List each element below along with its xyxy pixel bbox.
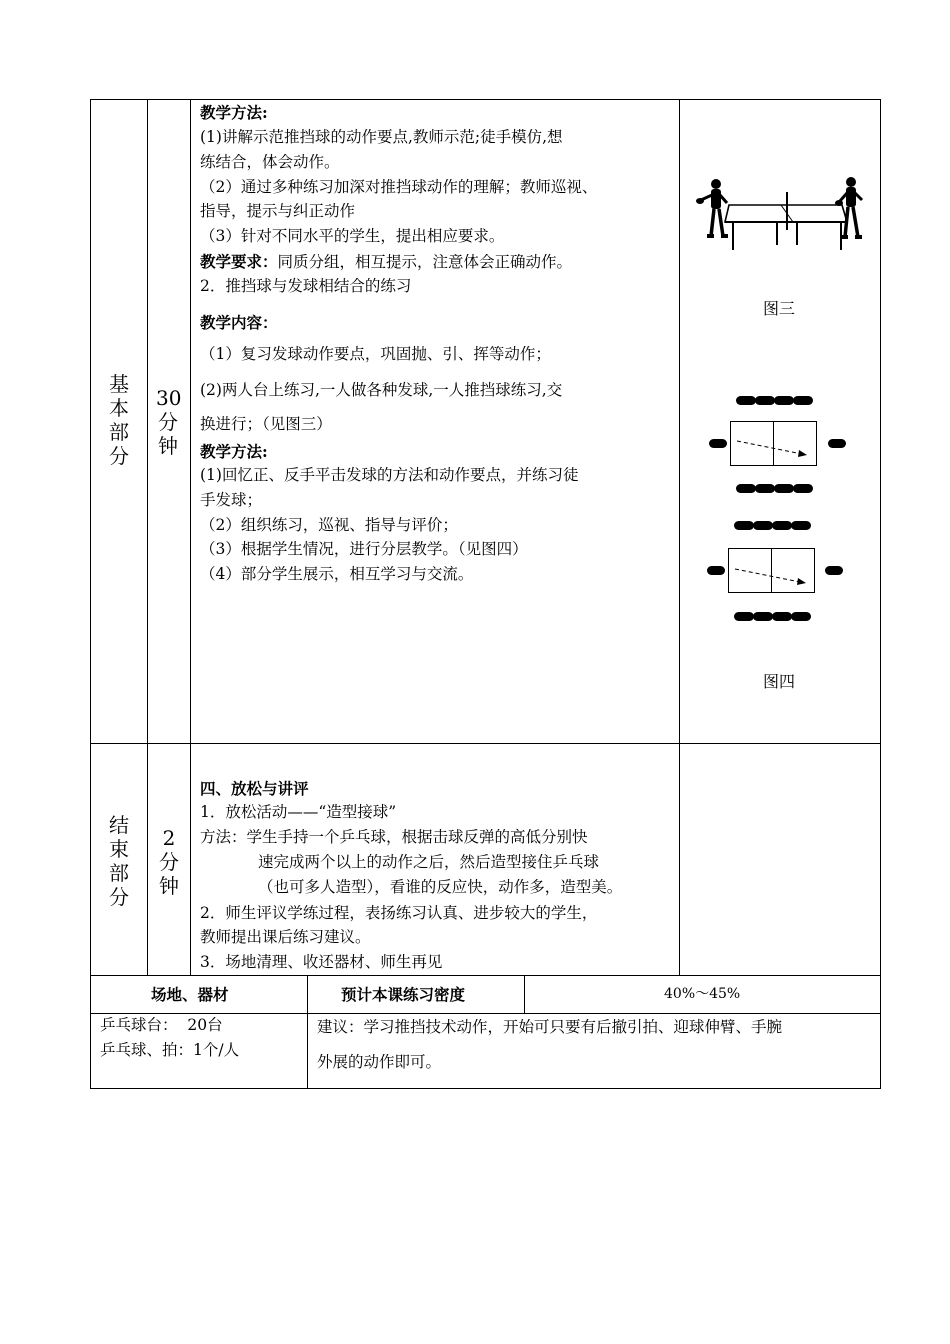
left-player-icon	[696, 179, 728, 238]
student-marker	[825, 566, 843, 575]
student-marker	[709, 439, 727, 448]
content-line	[200, 250, 572, 275]
content-line	[200, 801, 396, 825]
content-line-text: （1）复习发球动作要点，巩固抛、引、挥等动作；	[200, 345, 551, 363]
student-marker	[755, 396, 775, 405]
content-line-text: 教师提出课后练习建议。	[200, 928, 371, 946]
student-marker	[734, 612, 754, 621]
content-line-text: （2）组织练习，巡视、指导与评价；	[200, 516, 458, 534]
content-line	[200, 826, 588, 850]
content-line	[200, 951, 442, 975]
content-line-text: (2)两人台上练习,一人做各种发球,一人推挡球练习,交	[200, 381, 563, 399]
col-divider-section	[147, 99, 148, 975]
content-line-text: （也可多人造型），看谁的反应快，动作多，造型美。	[258, 878, 623, 896]
content-line	[200, 464, 578, 488]
suggestion-line-2: 外展的动作即可。	[317, 1053, 442, 1071]
student-marker	[828, 439, 846, 448]
student-marker	[736, 484, 756, 493]
content-line	[200, 538, 528, 562]
content-line-text: 2．推挡球与发球相结合的练习	[200, 277, 412, 295]
student-marker	[793, 396, 813, 405]
table-bottom-border	[90, 1088, 881, 1089]
content-line	[258, 876, 622, 900]
content-line	[200, 126, 563, 150]
density-value: 40%～45%	[664, 986, 741, 1002]
student-marker	[734, 521, 754, 530]
col-divider-footer-2	[524, 975, 525, 1013]
student-marker	[791, 612, 811, 621]
table-left-border	[90, 99, 91, 1089]
content-line-text: 2．师生评议学练过程，表扬练习认真、进步较大的学生，	[200, 904, 598, 922]
content-line-text: 速完成两个以上的动作之后，然后造型接住乒乓球	[258, 853, 600, 871]
content-line	[200, 379, 562, 403]
content-line-text: (1)讲解示范推挡球的动作要点,教师示范;徒手模仿,想	[200, 128, 563, 146]
content-line-text: （4）部分学生展示，相互学习与交流。	[200, 565, 474, 583]
content-line	[200, 514, 458, 538]
student-marker	[753, 612, 773, 621]
table-diagram-2	[728, 548, 816, 594]
basic-time-label: 30分钟	[156, 386, 182, 458]
content-line-text: 教学要求：	[200, 252, 278, 271]
content-line	[258, 851, 599, 875]
content-line	[200, 311, 278, 336]
suggestion-line-1: 建议：学习推挡技术动作，开始可只要有后撤引拍、迎球伸臂、手腕	[317, 1018, 783, 1036]
col-divider-footer-1	[307, 975, 308, 1088]
student-marker	[707, 566, 725, 575]
ending-section-label: 结束部分	[109, 813, 129, 909]
content-line	[200, 343, 551, 367]
figure3-table-tennis-illustration	[695, 170, 867, 255]
venue-equipment-header: 场地、器材	[151, 985, 229, 1004]
content-line-text: 教学内容：	[200, 313, 278, 332]
content-line-text: 方法：学生手持一个乒乓球，根据击球反弹的高低分别快	[200, 828, 588, 846]
student-marker	[736, 396, 756, 405]
content-line	[200, 777, 309, 802]
content-line-text: 指导，提示与纠正动作	[200, 202, 356, 220]
content-line-text: 换进行；（见图三）	[200, 415, 332, 433]
ending-time-label: 2分钟	[159, 826, 179, 898]
content-line-text: （3）针对不同水平的学生，提出相应要求。	[200, 227, 505, 245]
content-line	[200, 413, 332, 437]
student-marker	[755, 484, 775, 493]
content-line-text: 手发球；	[200, 491, 263, 509]
content-line	[200, 489, 262, 513]
content-line-text: 教学方法:	[200, 442, 268, 461]
student-marker	[793, 484, 813, 493]
figure3-label: 图三	[763, 299, 796, 318]
content-line	[200, 926, 371, 950]
basic-section-label: 基本部分	[109, 372, 129, 468]
figure4-label: 图四	[763, 672, 796, 691]
student-marker	[753, 521, 773, 530]
content-line	[200, 176, 597, 200]
student-marker	[772, 612, 792, 621]
content-line	[200, 200, 355, 224]
content-line-text: （3）根据学生情况，进行分层教学。（见图四）	[200, 540, 528, 558]
content-line-text: （2）通过多种练习加深对推挡球动作的理解；教师巡视、	[200, 178, 598, 196]
content-line-text: 1．放松活动——“造型接球”	[200, 803, 397, 821]
content-line-text: 练结合，体会动作。	[200, 153, 340, 171]
table-diagram-1	[730, 421, 818, 467]
table-right-border	[880, 99, 881, 1089]
content-line-rest: 同质分组，相互提示，注意体会正确动作。	[277, 253, 573, 271]
content-line	[200, 275, 411, 299]
content-line-text: 3．场地清理、收还器材、师生再见	[200, 953, 443, 971]
content-line-text: (1)回忆正、反手平击发球的方法和动作要点，并练习徒	[200, 466, 579, 484]
content-line-text: 教学方法:	[200, 103, 268, 122]
student-marker	[791, 521, 811, 530]
content-line	[200, 563, 473, 587]
equipment-line-2: 乒乓球、拍：1个/人	[100, 1041, 240, 1059]
content-line	[200, 101, 268, 126]
content-line	[200, 902, 597, 926]
student-marker	[774, 484, 794, 493]
col-divider-time	[190, 99, 191, 975]
table-top-border	[90, 99, 881, 100]
content-line	[200, 151, 340, 175]
content-line-text: 四、放松与讲评	[200, 779, 309, 798]
row-divider-ending	[90, 743, 881, 744]
density-header: 预计本课练习密度	[341, 985, 466, 1004]
equipment-line-1: 乒乓球台： 20台	[100, 1016, 223, 1034]
content-line	[200, 440, 268, 465]
student-marker	[772, 521, 792, 530]
col-divider-figures	[679, 99, 680, 975]
content-line	[200, 225, 504, 249]
row-divider-footer	[90, 975, 881, 976]
student-marker	[774, 396, 794, 405]
